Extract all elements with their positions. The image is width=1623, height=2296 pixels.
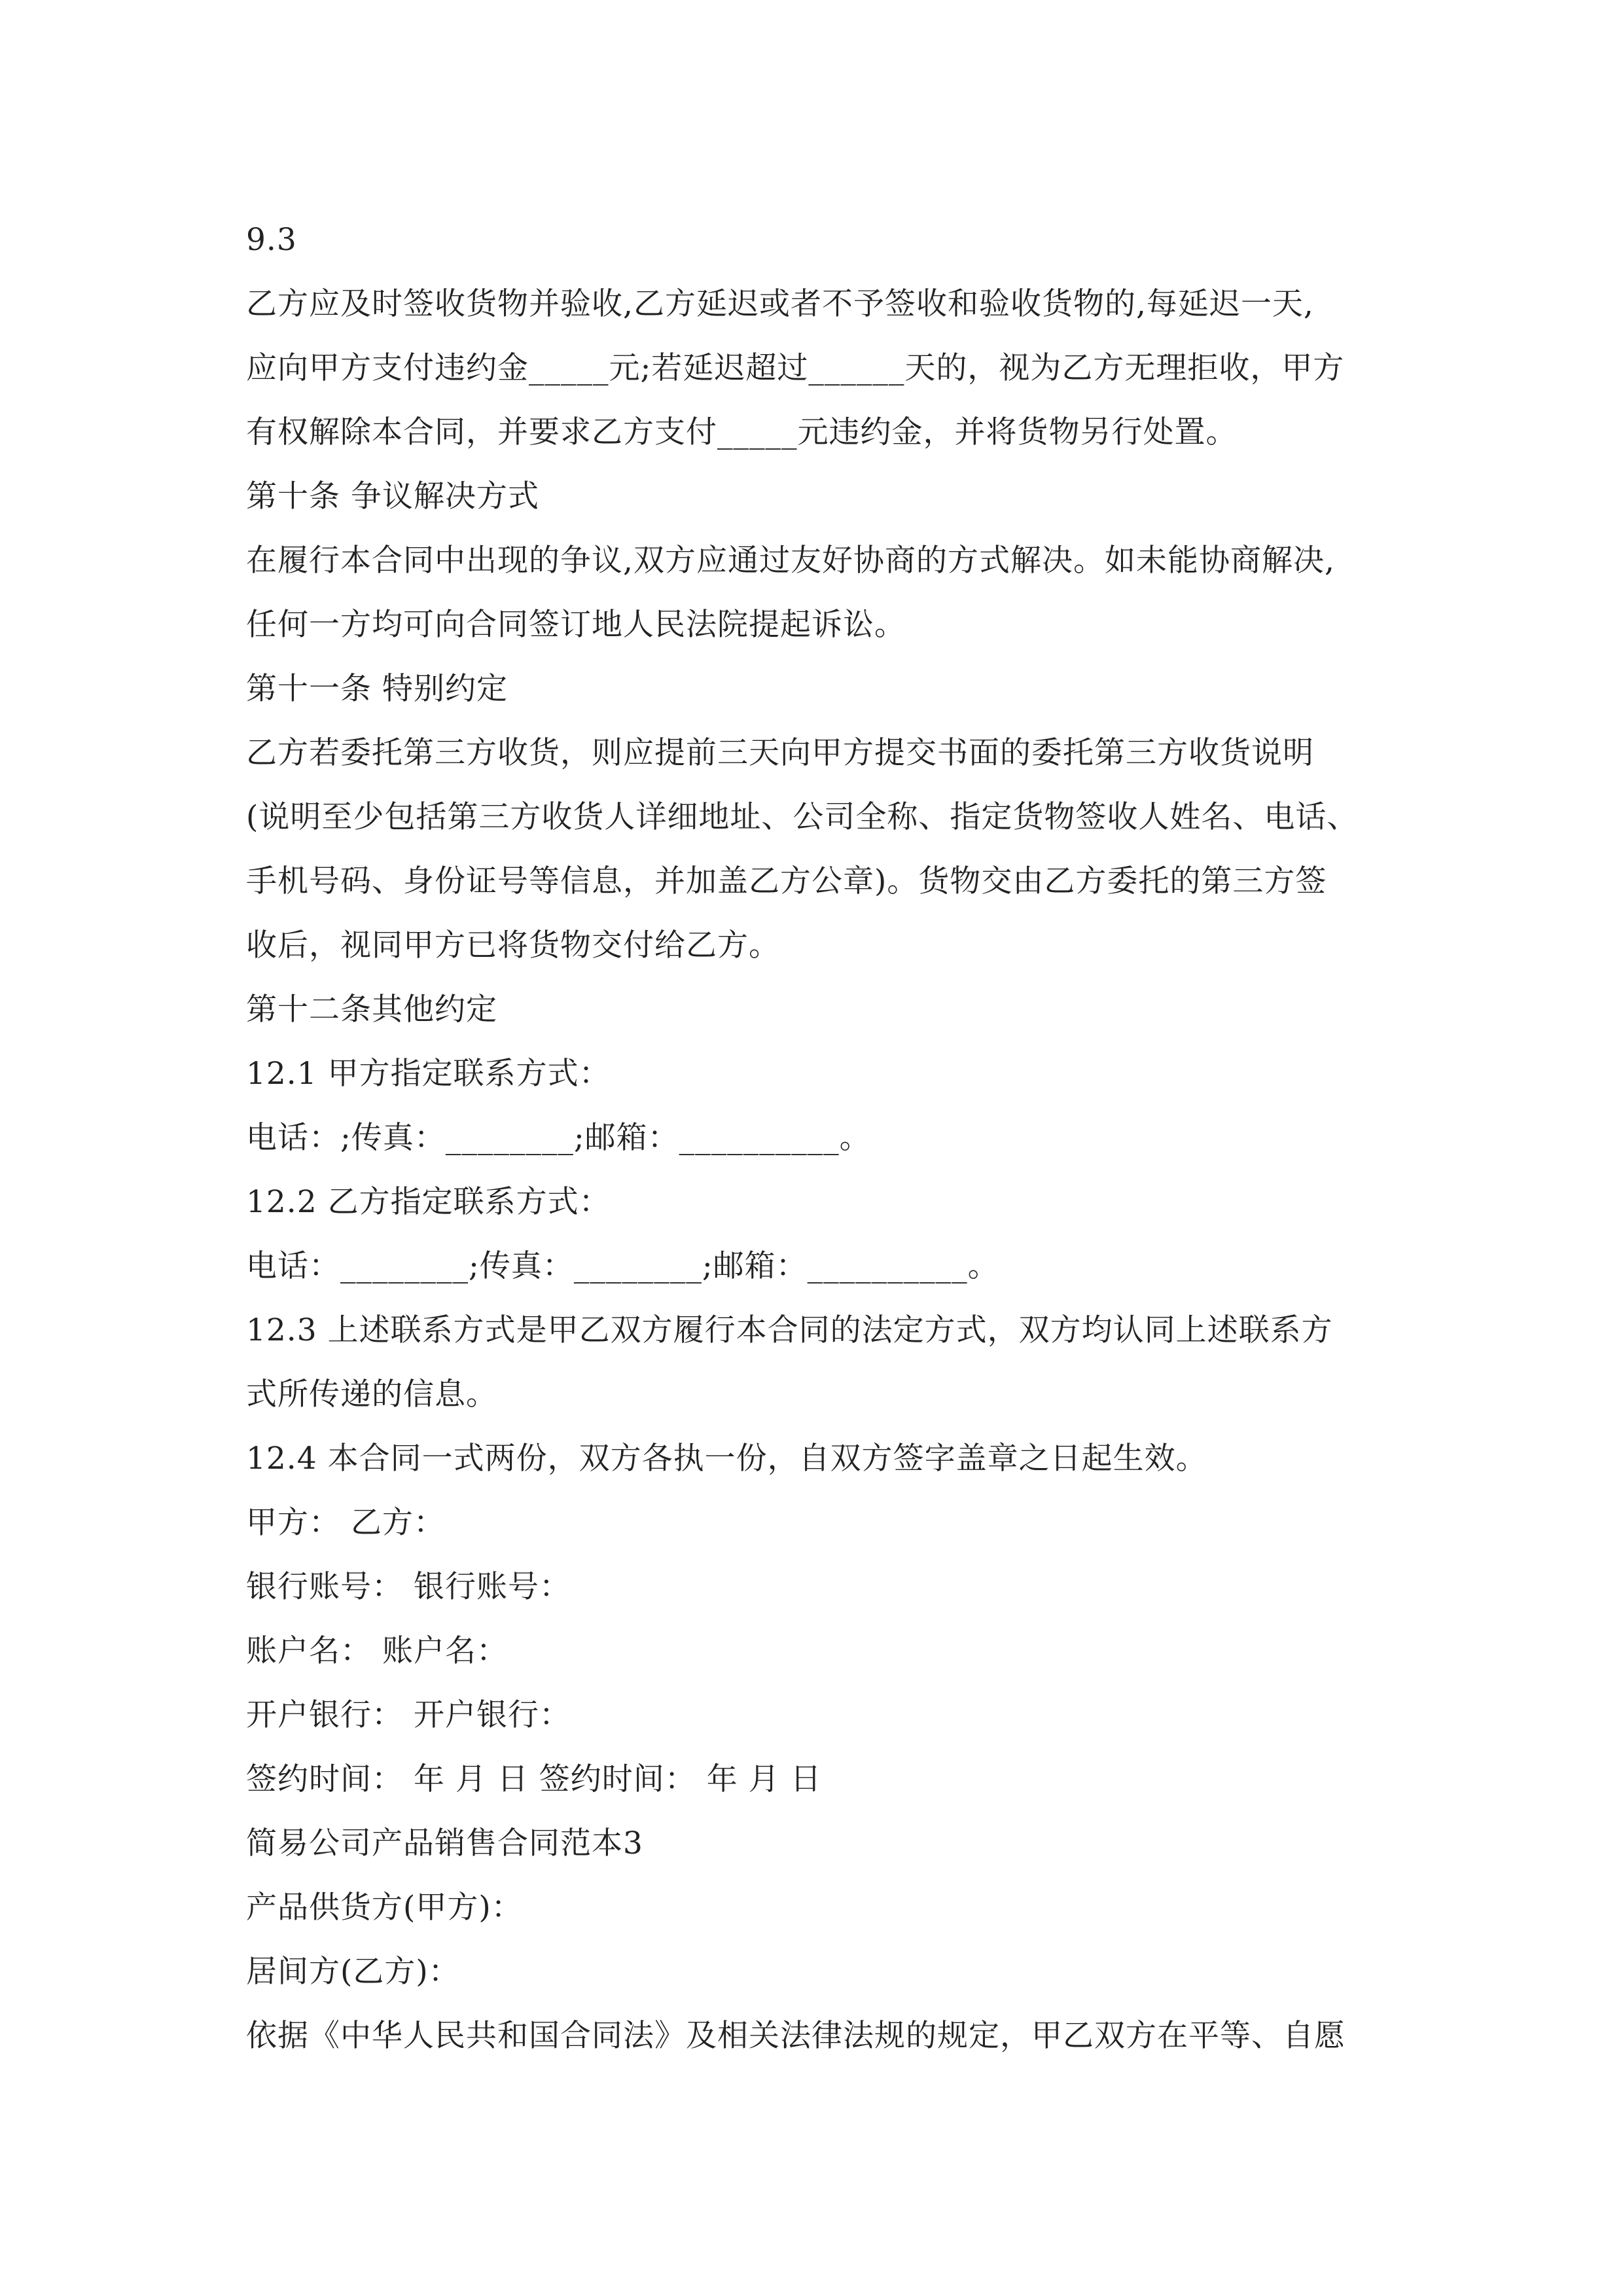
- clause-line: 12.1 甲方指定联系方式：: [246, 1056, 611, 1092]
- contact-line: 电话：;传真：________;邮箱：__________。: [246, 1120, 871, 1156]
- signature-bank-line: 开户银行： 开户银行：: [246, 1697, 571, 1733]
- paragraph-line: 乙方若委托第三方收货，则应提前三天向甲方提交书面的委托第三方收货说明: [246, 735, 1314, 771]
- clause-number: 9.3: [246, 222, 297, 258]
- clause-line: 12.2 乙方指定联系方式：: [246, 1184, 611, 1220]
- section-heading: 第十条 争议解决方式: [246, 478, 539, 514]
- paragraph-line: 任何一方均可向合同签订地人民法院提起诉讼。: [246, 607, 906, 643]
- signature-bank-account-line: 银行账号： 银行账号：: [246, 1569, 571, 1605]
- party-a-line: 产品供货方(甲方)：: [246, 1890, 523, 1926]
- paragraph-line: 有权解除本合同，并要求乙方支付_____元违约金，并将货物另行处置。: [246, 414, 1238, 450]
- paragraph-line: 式所传递的信息。: [246, 1376, 497, 1412]
- paragraph-line: 手机号码、身份证号等信息，并加盖乙方公章)。货物交由乙方委托的第三方签: [246, 863, 1327, 899]
- paragraph-line: 应向甲方支付违约金_____元;若延迟超过______天的，视为乙方无理拒收，甲方: [246, 350, 1345, 386]
- signature-party-line: 甲方： 乙方：: [246, 1505, 445, 1541]
- paragraph-line: 依据《中华人民共和国合同法》及相关法律法规的规定，甲乙双方在平等、自愿: [246, 2018, 1346, 2054]
- party-b-line: 居间方(乙方)：: [246, 1954, 460, 1990]
- paragraph-line: 乙方应及时签收货物并验收,乙方延迟或者不予签收和验收货物的,每延迟一天,: [246, 286, 1314, 322]
- document-title: 简易公司产品销售合同范本3: [246, 1825, 643, 1861]
- section-heading: 第十二条其他约定: [246, 992, 497, 1028]
- document-body: [246, 208, 1385, 2068]
- contact-line: 电话：________;传真：________;邮箱：__________。: [246, 1248, 999, 1284]
- paragraph-line: (说明至少包括第三方收货人详细地址、公司全称、指定货物签收人姓名、电话、: [246, 799, 1359, 835]
- paragraph-line: 在履行本合同中出现的争议,双方应通过友好协商的方式解决。如未能协商解决,: [246, 543, 1335, 579]
- signature-account-name-line: 账户名： 账户名：: [246, 1633, 508, 1669]
- section-heading: 第十一条 特别约定: [246, 671, 508, 707]
- signature-date-line: 签约时间： 年 月 日 签约时间： 年 月 日: [246, 1761, 822, 1797]
- paragraph-line: 收后，视同甲方已将货物交付给乙方。: [246, 927, 780, 963]
- clause-line: 12.3 上述联系方式是甲乙双方履行本合同的法定方式，双方均认同上述联系方: [246, 1312, 1333, 1348]
- clause-line: 12.4 本合同一式两份，双方各执一份，自双方签字盖章之日起生效。: [246, 1441, 1207, 1477]
